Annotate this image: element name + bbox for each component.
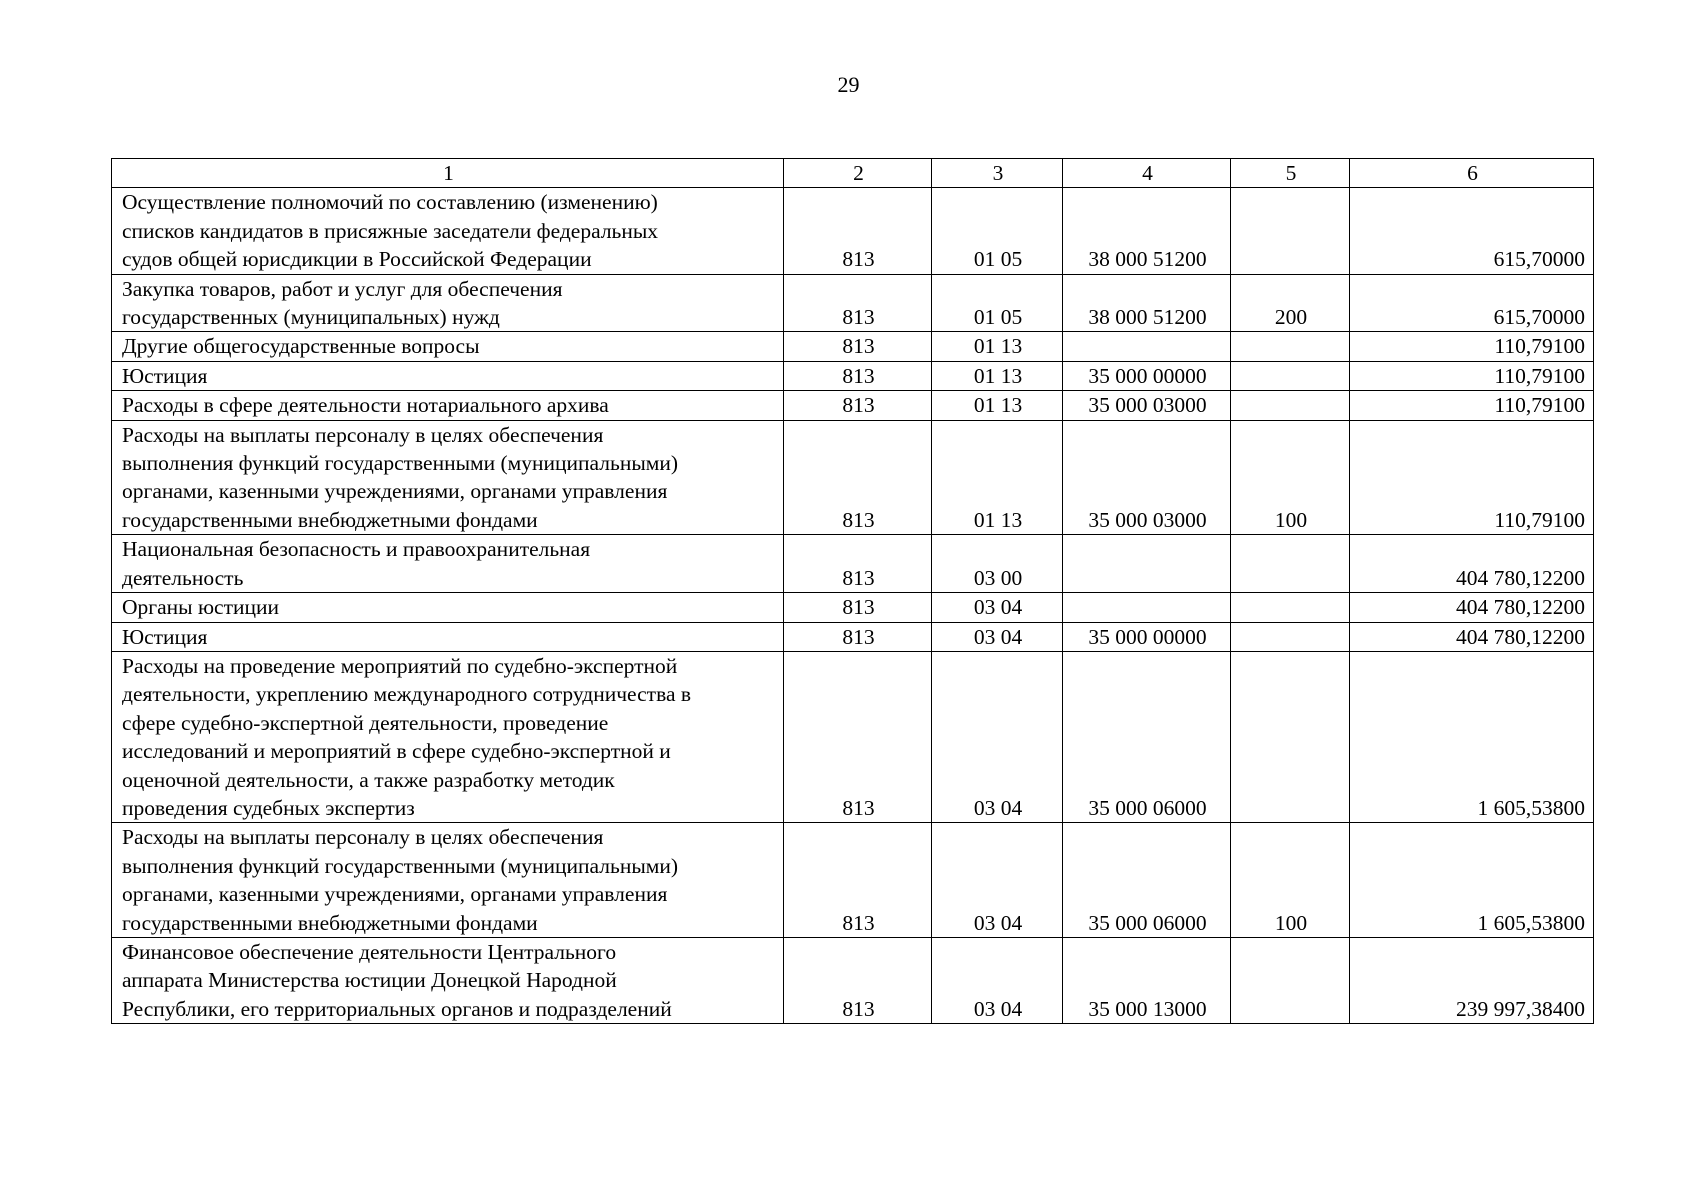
expense-name-line: исследований и мероприятий в сфере судебно-экспертной и	[122, 739, 671, 764]
expense-name-cell	[112, 651, 784, 822]
expense-name-cell	[112, 274, 784, 332]
target-article-cell: 35 000 06000	[1063, 823, 1231, 938]
section-code-cell: 01 13	[932, 420, 1063, 535]
section-code-cell: 03 04	[932, 823, 1063, 938]
amount-cell: 404 780,12200	[1350, 622, 1594, 651]
header-col-3: 3	[932, 159, 1063, 188]
ministry-code-cell: 813	[784, 937, 932, 1023]
amount-cell: 1 605,53800	[1350, 651, 1594, 822]
expense-type-cell	[1231, 651, 1350, 822]
header-col-4: 4	[1063, 159, 1231, 188]
table-row	[112, 391, 1594, 420]
amount-cell: 110,79100	[1350, 361, 1594, 390]
expense-name-line: органами, казенными учреждениями, органами управления	[122, 882, 668, 907]
expense-name-line: органами, казенными учреждениями, органами управления	[122, 479, 668, 504]
target-article-cell	[1063, 593, 1231, 622]
expense-name-line: Расходы на проведение мероприятий по судебно-экспертной	[122, 653, 678, 678]
expense-name-cell	[112, 188, 784, 274]
section-code-cell: 01 13	[932, 361, 1063, 390]
ministry-code-cell: 813	[784, 622, 932, 651]
expense-name-line: Республики, его территориальных органов и подразделений	[122, 996, 672, 1021]
table-body	[112, 188, 1594, 1024]
target-article-cell: 35 000 06000	[1063, 651, 1231, 822]
expense-name-cell	[112, 332, 784, 361]
header-col-6: 6	[1350, 159, 1594, 188]
table-row	[112, 361, 1594, 390]
expense-name-line: государственных (муниципальных) нужд	[122, 305, 500, 330]
amount-cell: 110,79100	[1350, 391, 1594, 420]
target-article-cell	[1063, 332, 1231, 361]
expense-name-cell	[112, 622, 784, 651]
expense-name-line: сфере судебно-экспертной деятельности, проведение	[122, 710, 609, 735]
section-code-cell: 03 04	[932, 651, 1063, 822]
ministry-code-cell: 813	[784, 274, 932, 332]
amount-cell: 615,70000	[1350, 188, 1594, 274]
header-col-1: 1	[112, 159, 784, 188]
target-article-cell: 35 000 13000	[1063, 937, 1231, 1023]
section-code-cell: 03 04	[932, 593, 1063, 622]
budget-table	[111, 158, 1594, 1024]
table-row	[112, 937, 1594, 1023]
target-article-cell	[1063, 535, 1231, 593]
ministry-code-cell: 813	[784, 420, 932, 535]
section-code-cell: 01 13	[932, 332, 1063, 361]
ministry-code-cell: 813	[784, 361, 932, 390]
expense-type-cell: 100	[1231, 420, 1350, 535]
target-article-cell: 35 000 03000	[1063, 391, 1231, 420]
expense-name-cell	[112, 937, 784, 1023]
page-number: 29	[837, 72, 860, 97]
expense-name-line: государственными внебюджетными фондами	[122, 507, 538, 532]
expense-name-line: Расходы в сфере деятельности нотариального архива	[122, 393, 609, 418]
expense-name-line: Другие общегосударственные вопросы	[122, 334, 480, 359]
section-code-cell: 01 05	[932, 188, 1063, 274]
expense-name-line: Расходы на выплаты персоналу в целях обеспечения	[122, 422, 604, 447]
amount-cell: 110,79100	[1350, 420, 1594, 535]
expense-type-cell	[1231, 361, 1350, 390]
table-header-row	[112, 159, 1594, 188]
table-row	[112, 651, 1594, 822]
amount-cell: 404 780,12200	[1350, 535, 1594, 593]
amount-cell: 404 780,12200	[1350, 593, 1594, 622]
expense-name-line: Финансовое обеспечение деятельности Центрального	[122, 939, 617, 964]
expense-name-cell	[112, 823, 784, 938]
expense-name-line: Органы юстиции	[122, 595, 279, 620]
expense-name-line: деятельности, укреплению международного сотрудничества в	[122, 682, 692, 707]
expense-type-cell	[1231, 391, 1350, 420]
amount-cell: 110,79100	[1350, 332, 1594, 361]
table-row	[112, 823, 1594, 938]
amount-cell: 1 605,53800	[1350, 823, 1594, 938]
expense-name-line: списков кандидатов в присяжные заседатели федеральных	[122, 218, 659, 243]
ministry-code-cell: 813	[784, 593, 932, 622]
amount-cell: 615,70000	[1350, 274, 1594, 332]
expense-name-line: проведения судебных экспертиз	[122, 795, 415, 820]
amount-cell: 239 997,38400	[1350, 937, 1594, 1023]
table-row	[112, 332, 1594, 361]
expense-type-cell	[1231, 332, 1350, 361]
header-col-2: 2	[784, 159, 932, 188]
expense-name-line: государственными внебюджетными фондами	[122, 910, 538, 935]
expense-type-cell	[1231, 937, 1350, 1023]
expense-name-line: оценочной деятельности, а также разработку методик	[122, 767, 615, 792]
section-code-cell: 03 00	[932, 535, 1063, 593]
expense-name-line: Расходы на выплаты персоналу в целях обеспечения	[122, 825, 604, 850]
expense-name-cell	[112, 593, 784, 622]
ministry-code-cell: 813	[784, 535, 932, 593]
table-row	[112, 188, 1594, 274]
table-row	[112, 274, 1594, 332]
expense-name-line: аппарата Министерства юстиции Донецкой Народной	[122, 968, 617, 993]
expense-name-line: судов общей юрисдикции в Российской Федерации	[122, 247, 592, 272]
expense-name-line: Национальная безопасность и правоохранительная	[122, 537, 591, 562]
ministry-code-cell: 813	[784, 651, 932, 822]
table-row	[112, 420, 1594, 535]
expense-name-line: Осуществление полномочий по составлению (изменению)	[122, 190, 658, 215]
expense-name-line: выполнения функций государственными (муниципальными)	[122, 451, 679, 476]
target-article-cell: 35 000 00000	[1063, 361, 1231, 390]
table-row	[112, 535, 1594, 593]
target-article-cell: 35 000 00000	[1063, 622, 1231, 651]
ministry-code-cell: 813	[784, 188, 932, 274]
table-row	[112, 593, 1594, 622]
expense-type-cell: 100	[1231, 823, 1350, 938]
expense-type-cell	[1231, 593, 1350, 622]
ministry-code-cell: 813	[784, 391, 932, 420]
expense-name-cell	[112, 535, 784, 593]
expense-name-line: Закупка товаров, работ и услуг для обеспечения	[122, 276, 563, 301]
table-row	[112, 622, 1594, 651]
section-code-cell: 01 13	[932, 391, 1063, 420]
expense-name-line: Юстиция	[122, 363, 208, 388]
ministry-code-cell: 813	[784, 332, 932, 361]
expense-name-line: выполнения функций государственными (муниципальными)	[122, 853, 679, 878]
section-code-cell: 01 05	[932, 274, 1063, 332]
target-article-cell: 38 000 51200	[1063, 188, 1231, 274]
expense-type-cell	[1231, 188, 1350, 274]
expense-name-cell	[112, 420, 784, 535]
expense-name-cell	[112, 361, 784, 390]
section-code-cell: 03 04	[932, 937, 1063, 1023]
target-article-cell: 35 000 03000	[1063, 420, 1231, 535]
expense-type-cell	[1231, 535, 1350, 593]
section-code-cell: 03 04	[932, 622, 1063, 651]
ministry-code-cell: 813	[784, 823, 932, 938]
expense-name-line: деятельность	[122, 565, 244, 590]
expense-type-cell: 200	[1231, 274, 1350, 332]
header-col-5: 5	[1231, 159, 1350, 188]
expense-name-cell	[112, 391, 784, 420]
expense-type-cell	[1231, 622, 1350, 651]
target-article-cell: 38 000 51200	[1063, 274, 1231, 332]
expense-name-line: Юстиция	[122, 624, 208, 649]
